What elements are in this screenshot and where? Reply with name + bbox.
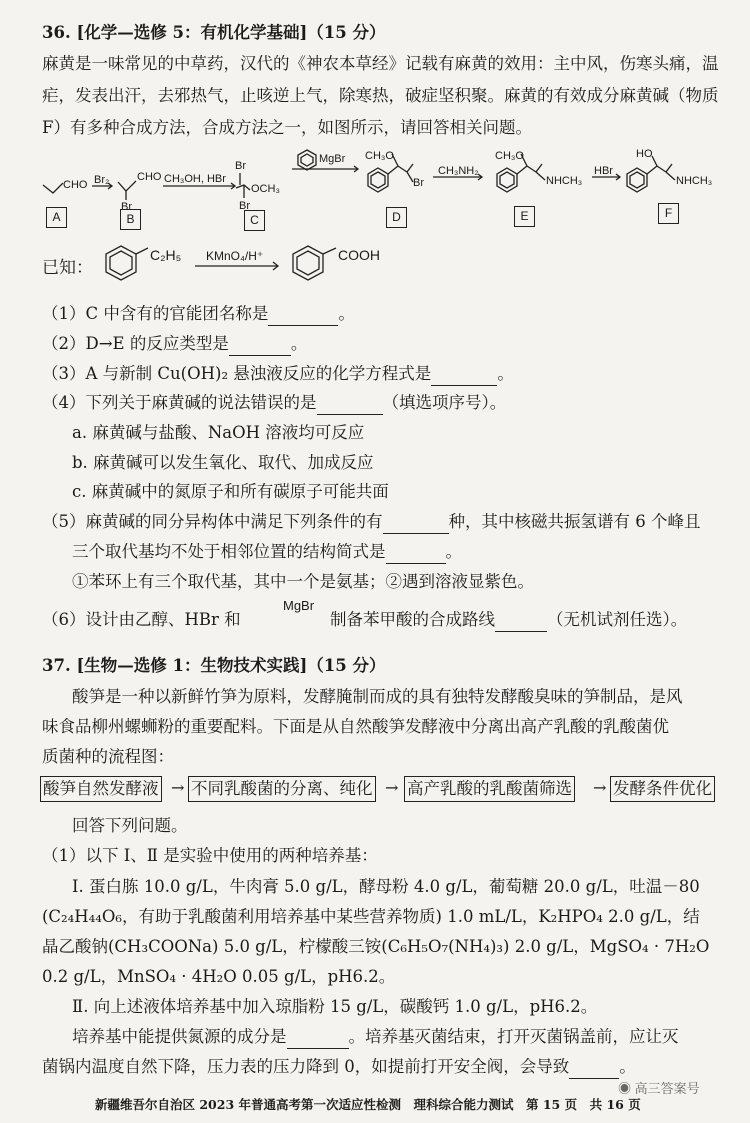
q37-pressure: 菌锅内温度自然下降，压力表的压力降到 0，如提前打开安全阀，会导致 。 <box>42 1056 636 1079</box>
known-label: 已知： <box>42 258 93 278</box>
answer-blank-2[interactable] <box>229 333 291 356</box>
q36-4-option-b: b. 麻黄碱可以发生氧化、取代、加成反应 <box>72 453 374 472</box>
medium-2: Ⅱ. 向上述液体培养基中加入琼脂粉 15 g/L，碳酸钙 1.0 g/L，pH6.2。 <box>72 997 598 1016</box>
q37-answer-prompt: 回答下列问题。 <box>72 816 188 835</box>
q36-2: （2）D→E 的反应类型是 。 <box>42 333 307 356</box>
label-a: A <box>46 207 67 228</box>
label-e: E <box>514 206 535 227</box>
molecule-e-nhch3: NHCH₃ <box>546 175 583 187</box>
q36-6-mgbr: MgBr <box>283 598 315 613</box>
flow-step-3: 高产乳酸的乳酸菌筛选 <box>404 776 575 802</box>
q37-intro-line-1: 酸笋是一种以新鲜竹笋为原料，发酵腌制而成的具有独特发酵酸臭味的笋制品，是风 <box>72 687 683 706</box>
q36-1: （1）C 中含有的官能团名称是 。 <box>42 303 355 326</box>
flow-arrow-1: → <box>171 778 185 797</box>
q37-1: （1）以下 Ⅰ、Ⅱ 是实验中使用的两种培养基： <box>42 846 378 865</box>
q36-6-part-2: 制备苯甲酸的合成路线 （无机试剂任选）。 <box>330 609 687 632</box>
medium-1-line-2: (C₂₄H₄₄O₆，有助于乳酸菌利用培养基中某些营养物质) 1.0 mL/L，K₂HPO₄ 2.0 g/L，结 <box>42 907 700 926</box>
molecule-b-br: Br <box>121 201 132 213</box>
watermark: ◉ 高三答案号 <box>618 1081 700 1096</box>
answer-blank-6[interactable] <box>495 609 547 632</box>
known-cooh: COOH <box>338 247 380 263</box>
wechat-icon: ◉ <box>618 1081 635 1096</box>
q37-intro-line-2: 味食品柳州螺蛳粉的重要配料。下面是从自然酸笋发酵液中分离出高产乳酸的乳酸菌优 <box>42 717 669 736</box>
answer-blank-5a[interactable] <box>383 511 449 534</box>
flow-arrow-3: → <box>593 778 607 797</box>
molecule-b-cho: CHO <box>137 171 162 183</box>
label-f: F <box>658 203 679 224</box>
reagent-ch3nh2: CH₃NH₂ <box>438 165 479 177</box>
q37-intro-line-3: 质菌种的流程图： <box>42 747 174 766</box>
known-reagent: KMnO₄/H⁺ <box>206 249 264 263</box>
q36-4: （4）下列关于麻黄碱的说法错误的是 （填选项序号）。 <box>42 392 506 415</box>
q36-4-option-a: a. 麻黄碱与盐酸、NaOH 溶液均可反应 <box>72 423 365 442</box>
molecule-a-cho: CHO <box>63 179 88 191</box>
answer-blank-pressure[interactable] <box>569 1056 619 1079</box>
page-footer: 新疆维吾尔自治区 2023 年普通高考第一次适应性检测 理科综合能力测试 第 15 页 共 16 页 <box>95 1097 641 1112</box>
q37-nitrogen: 培养基中能提供氮源的成分是 。培养基灭菌结束，打开灭菌锅盖前，应让灭 <box>72 1026 679 1049</box>
q36-intro-line-2: 疟，发表出汗，去邪热气，止咳逆上气，除寒热，破症坚积聚。麻黄的有效成分麻黄碱（物质 <box>42 86 719 105</box>
answer-blank-4[interactable] <box>317 392 383 415</box>
label-c: C <box>244 210 265 231</box>
molecule-d-ch3o: CH₃O <box>365 150 394 162</box>
molecule-f-ho: HO <box>636 148 653 160</box>
known-c2h5: C₂H₅ <box>150 247 182 263</box>
medium-1-line-4: 0.2 g/L，MnSO₄ · 4H₂O 0.05 g/L，pH6.2。 <box>42 967 396 986</box>
molecule-d-br: Br <box>413 177 424 189</box>
q36-6-part-1: （6）设计由乙醇、HBr 和 <box>42 610 241 629</box>
molecule-f-nhch3: NHCH₃ <box>676 175 713 187</box>
medium-1-line-1: Ⅰ. 蛋白胨 10.0 g/L，牛肉膏 5.0 g/L，酵母粉 4.0 g/L，葡萄糖 20.0 g/L，吐温－80 <box>72 877 700 896</box>
reagent-mgbr: MgBr <box>319 153 346 165</box>
q37-header: 37. [生物—选修 1：生物技术实践]（15 分） <box>42 656 386 675</box>
q36-3: （3）A 与新制 Cu(OH)₂ 悬浊液反应的化学方程式是 。 <box>42 363 514 386</box>
flow-step-1: 酸笋自然发酵液 <box>40 776 162 802</box>
molecule-c-br-top: Br <box>235 160 246 172</box>
flow-step-2: 不同乳酸菌的分离、纯化 <box>188 776 376 802</box>
molecule-c-och3: OCH₃ <box>251 183 280 195</box>
medium-1-line-3: 晶乙酸钠(CH₃COONa) 5.0 g/L，柠檬酸三铵(C₆H₅O₇(NH₄)₃) 2.0 g/L，MgSO₄ · 7H₂O <box>42 937 710 956</box>
answer-blank-3[interactable] <box>431 363 497 386</box>
answer-blank-nitrogen[interactable] <box>287 1026 349 1049</box>
q36-5-line-1: （5）麻黄碱的同分异构体中满足下列条件的有 种，其中核磁共振氢谱有 6 个峰且 <box>42 511 701 534</box>
reagent-ch3oh-hbr: CH₃OH, HBr <box>164 173 226 185</box>
reagent-hbr: HBr <box>594 165 613 177</box>
answer-blank-1[interactable] <box>268 303 338 326</box>
molecule-e-ch3o: CH₃O <box>495 150 524 162</box>
answer-blank-5b[interactable] <box>386 541 446 564</box>
q36-4-option-c: c. 麻黄碱中的氮原子和所有碳原子可能共面 <box>72 482 389 501</box>
flow-arrow-2: → <box>385 778 399 797</box>
q36-intro-line-3: F）有多种合成方法，合成方法之一，如图所示，请回答相关问题。 <box>42 118 532 137</box>
reagent-br2: Br₂ <box>94 174 110 186</box>
label-b: B <box>120 209 141 230</box>
q36-5-conditions: ①苯环上有三个取代基，其中一个是氨基；②遇到溶液显紫色。 <box>72 572 534 591</box>
q36-intro-line-1: 麻黄是一味常见的中草药，汉代的《神农本草经》记载有麻黄的效用：主中风，伤寒头痛，温 <box>42 54 719 73</box>
q36-5-line-2: 三个取代基均不处于相邻位置的结构简式是 。 <box>72 541 462 564</box>
q36-header: 36. [化学—选修 5：有机化学基础]（15 分） <box>42 23 386 42</box>
molecule-c-br-bottom: Br <box>239 200 250 212</box>
flow-step-4: 发酵条件优化 <box>610 776 715 802</box>
label-d: D <box>386 207 407 228</box>
